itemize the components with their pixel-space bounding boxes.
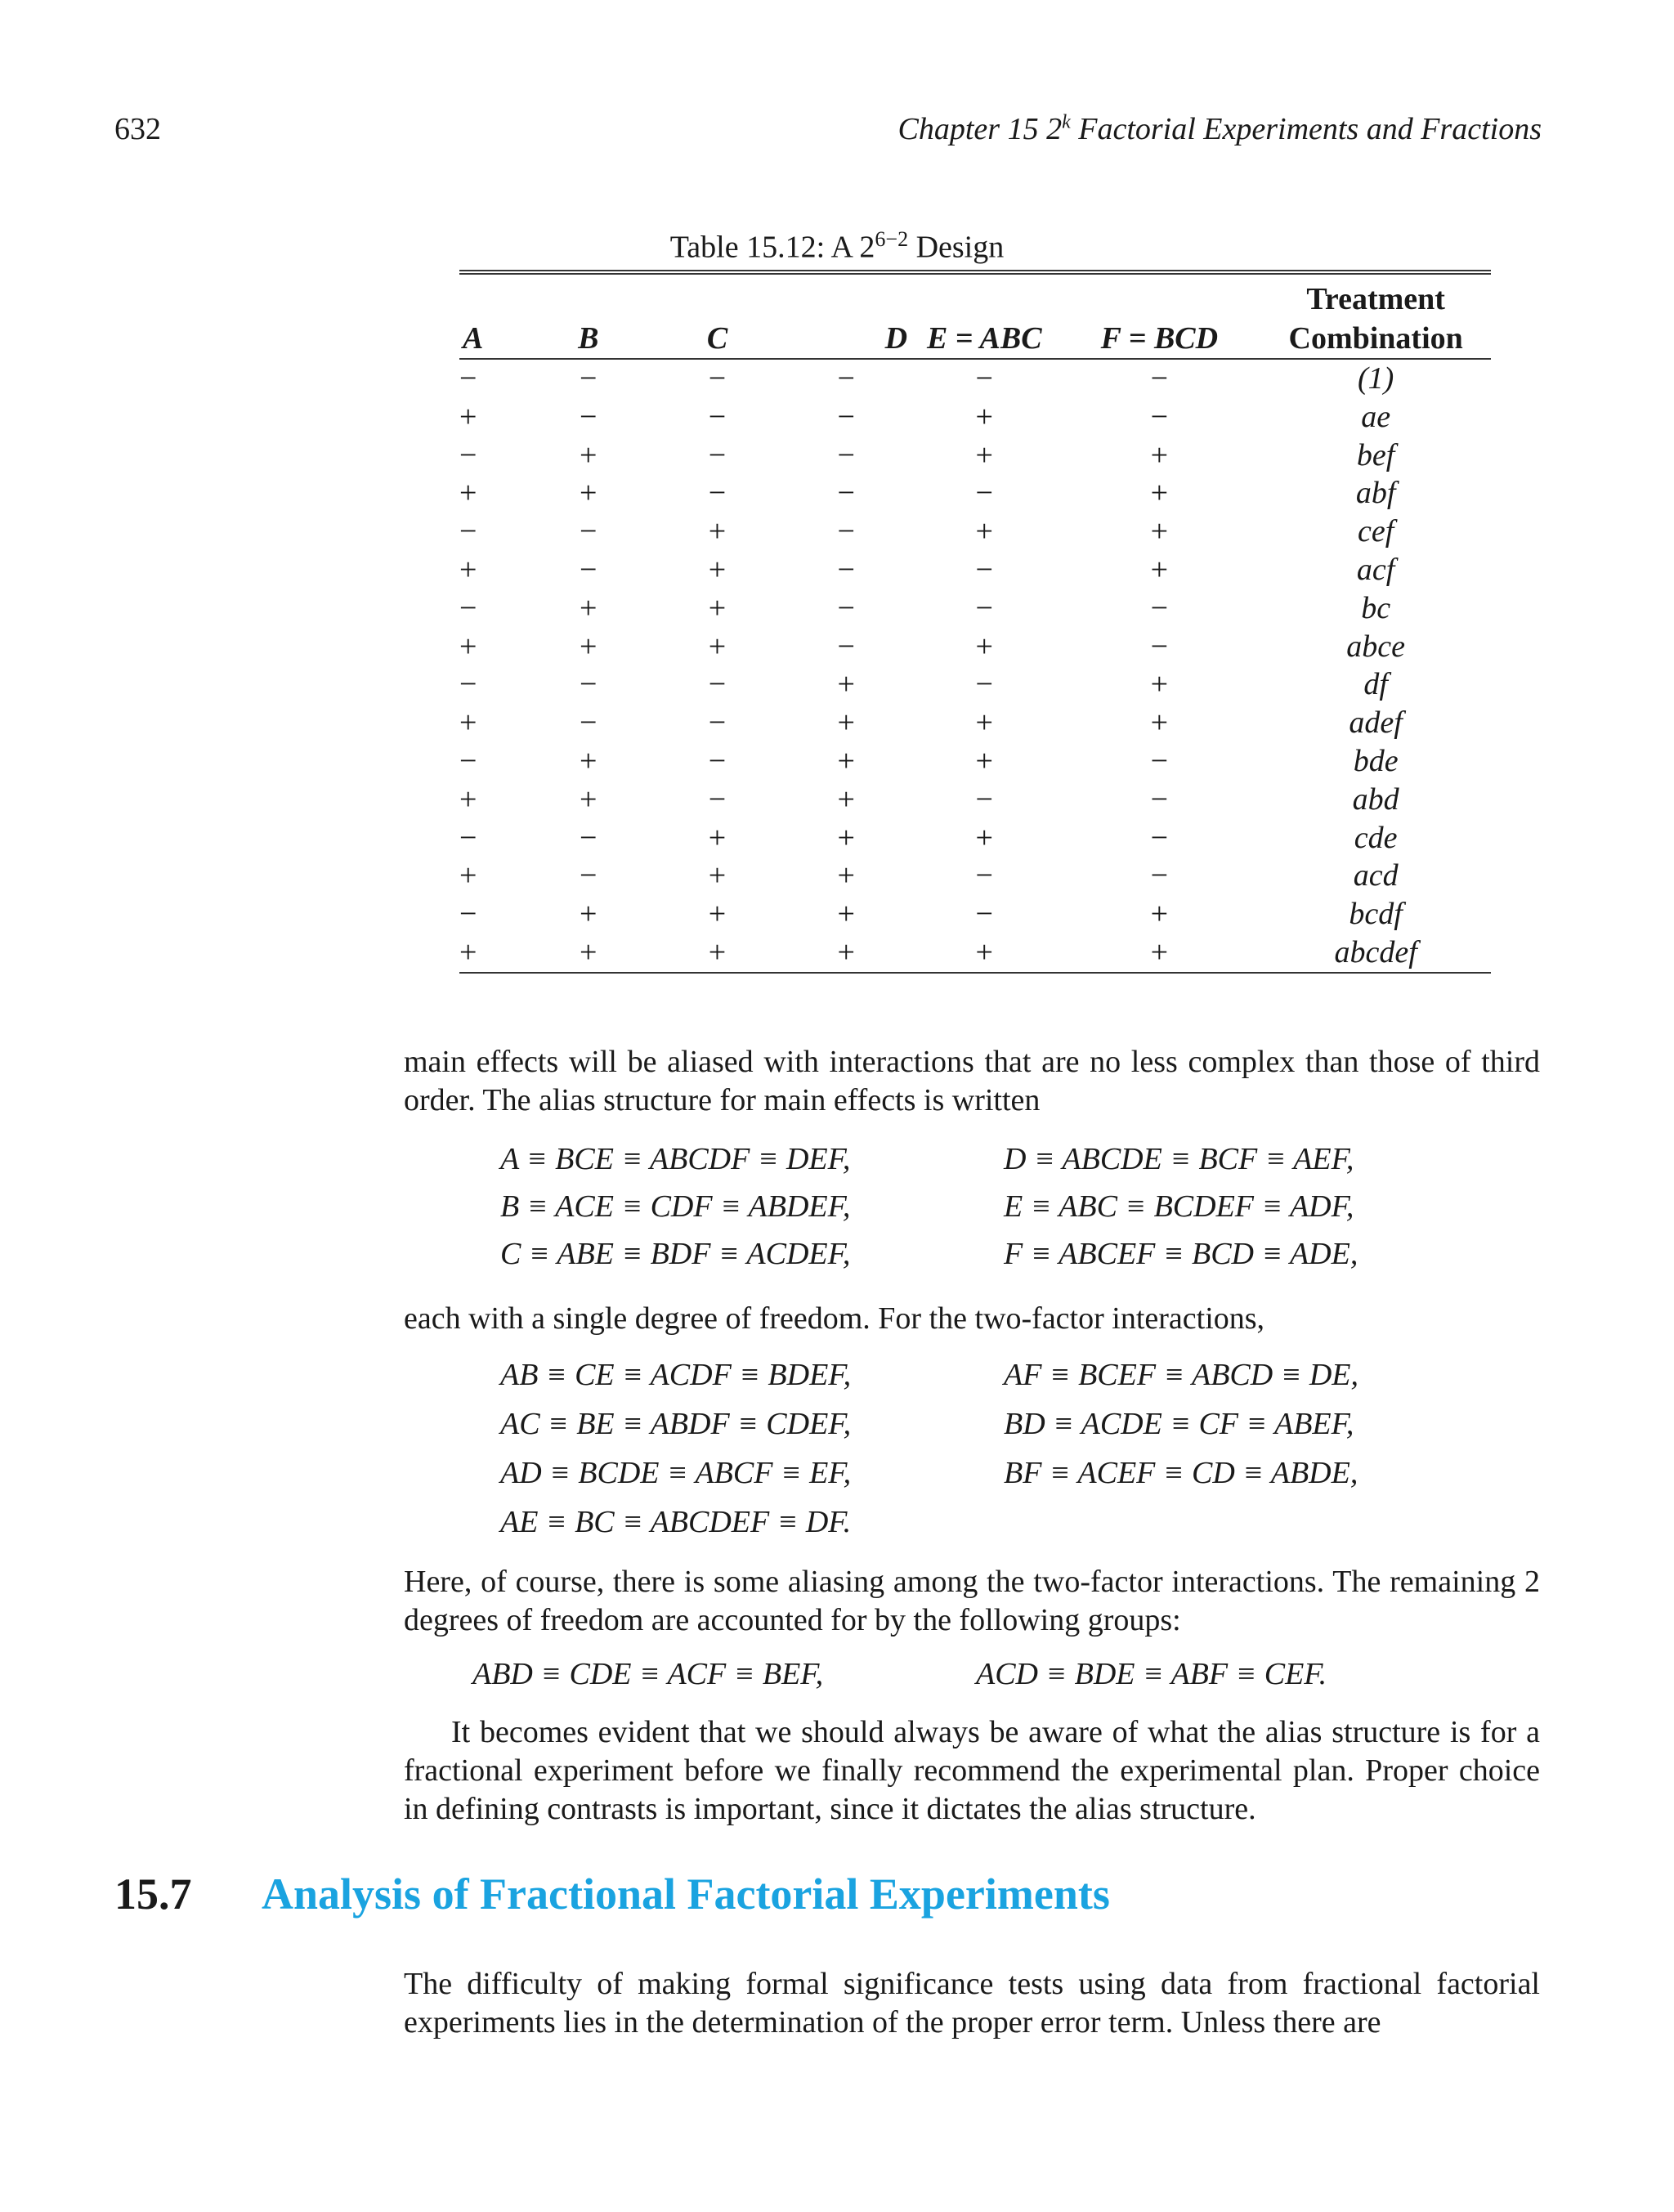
cell-f: + [1150,514,1169,549]
alias-main-left-2: B ≡ ACE ≡ CDF ≡ ABDEF, [500,1189,851,1224]
alias-main-left-3: C ≡ ABE ≡ BDF ≡ ACDEF, [500,1237,851,1271]
cell-e: − [975,667,993,702]
table-caption [0,227,1674,266]
cell-f: − [1150,629,1169,664]
treatment-header-line2: Combination [1260,319,1491,359]
table-row [459,359,1491,398]
table-row [459,474,1491,513]
cell-c: − [708,437,727,472]
cell-a: + [459,781,477,817]
cell-f: − [1150,743,1169,778]
cell-treatment: adef [1349,705,1403,741]
cell-b: − [580,858,598,893]
cell-treatment: acd [1353,858,1399,893]
cell-c: + [653,934,782,973]
table-row [459,704,1491,742]
header-b: B [524,319,653,359]
alias-main-right-1: D ≡ ABCDE ≡ BCF ≡ AEF, [1004,1142,1354,1176]
cell-e: − [975,897,993,932]
cell-e: − [975,590,993,625]
cell-c: − [708,476,727,511]
cell-c: − [708,361,727,396]
cell-e: + [975,820,993,855]
running-header-sup: k [1062,111,1071,133]
cell-a: − [459,820,477,855]
cell-d: − [837,552,855,587]
cell-e: + [911,934,1058,973]
cell-c: + [708,858,727,893]
cell-a: + [459,552,477,587]
cell-a: − [459,514,477,549]
cell-d: − [837,514,855,549]
cell-d: − [837,476,855,511]
cell-f: + [1150,667,1169,702]
cell-d: + [837,897,855,932]
cell-b: − [580,667,598,702]
cell-d: − [837,629,855,664]
cell-treatment: bef [1356,437,1395,472]
cell-e: − [975,552,993,587]
cell-e: + [975,629,993,664]
cell-e: − [975,781,993,817]
cell-f: − [1150,399,1169,434]
table-row [459,857,1491,895]
cell-c: − [708,667,727,702]
cell-c: + [708,514,727,549]
cell-d: + [781,934,911,973]
cell-f: + [1058,934,1260,973]
cell-f: − [1150,820,1169,855]
cell-b: + [580,897,598,932]
cell-d: + [837,820,855,855]
header-a: A [459,319,524,359]
alias-main-right-3: F ≡ ABCEF ≡ BCD ≡ ADE, [1004,1237,1358,1271]
cell-treatment: bcdf [1349,897,1403,932]
cell-treatment: abd [1352,781,1399,817]
design-table [459,270,1491,974]
header-d: D [781,319,911,359]
table-caption-sup: 6−2 [875,227,909,251]
cell-b: − [580,552,598,587]
table-row [459,665,1491,704]
alias-2f-right-3: BF ≡ ACEF ≡ CD ≡ ABDE, [1004,1456,1358,1490]
cell-e: − [975,476,993,511]
cell-f: + [1150,897,1169,932]
header-c: C [653,319,782,359]
cell-treatment: ae [1361,399,1391,434]
section-title: Analysis of Fractional Factorial Experiments [262,1869,1110,1919]
table-caption-prefix: Table 15.12: A 2 [669,230,875,265]
cell-b: + [580,590,598,625]
table-caption-suffix: Design [908,230,1005,265]
alias-group-2: ACD ≡ BDE ≡ ABF ≡ CEF. [976,1657,1327,1691]
cell-c: + [708,590,727,625]
cell-d: + [837,781,855,817]
cell-c: + [708,629,727,664]
cell-b: − [580,820,598,855]
cell-d: − [837,361,855,396]
cell-a: + [459,629,477,664]
table-row [459,551,1491,589]
alias-main-left-1: A ≡ BCE ≡ ABCDF ≡ DEF, [500,1142,851,1176]
cell-treatment: acf [1356,552,1395,587]
running-header [898,111,1542,147]
cell-b: − [580,705,598,741]
cell-e: − [975,361,993,396]
cell-a: − [459,361,477,396]
table-row [459,398,1491,437]
cell-f: − [1150,858,1169,893]
design-table-body [459,359,1491,973]
cell-a: + [459,399,477,434]
cell-f: − [1150,361,1169,396]
cell-e: + [975,743,993,778]
cell-d: + [837,858,855,893]
section-number: 15.7 [114,1869,192,1919]
alias-2f-left-3: AD ≡ BCDE ≡ ABCF ≡ EF, [500,1456,852,1490]
cell-a: − [459,667,477,702]
paragraph-remaining-dof: Here, of course, there is some aliasing among the two-factor interactions. The remaining 2 degrees of freedom are accounted for by the following groups: [404,1565,1540,1637]
cell-f: + [1150,705,1169,741]
cell-d: − [837,590,855,625]
cell-treatment: cde [1354,820,1398,855]
cell-f: + [1150,476,1169,511]
cell-b: + [580,437,598,472]
header-f: F = BCD [1058,319,1260,359]
cell-c: + [708,820,727,855]
running-header-suffix: Factorial Experiments and Fractions [1070,112,1542,146]
cell-a: − [459,590,477,625]
cell-d: − [837,437,855,472]
cell-b: + [580,629,598,664]
cell-b: + [580,476,598,511]
cell-treatment: abce [1346,629,1406,664]
alias-2f-left-2: AC ≡ BE ≡ ABDF ≡ CDEF, [500,1407,852,1441]
cell-e: − [975,858,993,893]
cell-c: + [708,897,727,932]
alias-2f-right-2: BD ≡ ACDE ≡ CF ≡ ABEF, [1004,1407,1354,1441]
cell-b: + [524,934,653,973]
cell-a: + [459,858,477,893]
treatment-header-line1: Treatment [1260,272,1491,319]
table-row [459,934,1491,973]
cell-treatment: cef [1358,514,1394,549]
alias-main-right-2: E ≡ ABC ≡ BCDEF ≡ ADF, [1004,1189,1354,1224]
cell-c: − [708,743,727,778]
paragraph-main-effects-intro: main effects will be aliased with interactions that are no less complex than those of third order. The alias structure for main effects is written [404,1045,1540,1117]
cell-treatment: bde [1353,743,1399,778]
cell-treatment: (1) [1357,361,1394,396]
cell-c: − [708,781,727,817]
cell-a: − [459,743,477,778]
alias-2f-right-1: AF ≡ BCEF ≡ ABCD ≡ DE, [1004,1358,1359,1392]
cell-treatment: abf [1355,476,1396,511]
cell-a: − [459,897,477,932]
cell-b: − [580,514,598,549]
paragraph-analysis-intro: The difficulty of making formal significance tests using data from fractional factorial experiments lies in the determination of the proper error term. Unless there are [404,1967,1540,2040]
cell-a: + [459,934,524,973]
cell-d: − [837,399,855,434]
cell-f: + [1150,437,1169,472]
cell-e: + [975,437,993,472]
cell-b: + [580,743,598,778]
cell-e: + [975,705,993,741]
table-row [459,781,1491,819]
page-number: 632 [114,112,161,146]
alias-2f-left-1: AB ≡ CE ≡ ACDF ≡ BDEF, [500,1358,852,1392]
cell-treatment: df [1363,667,1388,702]
cell-d: + [837,667,855,702]
cell-d: + [837,705,855,741]
alias-2f-left-4: AE ≡ BC ≡ ABCDEF ≡ DF. [500,1505,852,1539]
table-row [459,742,1491,781]
cell-a: + [459,476,477,511]
cell-e: + [975,399,993,434]
cell-treatment: bc [1361,590,1391,625]
table-row [459,589,1491,628]
running-header-prefix: Chapter 15 2 [897,112,1063,146]
cell-a: − [459,437,477,472]
table-row [459,513,1491,551]
cell-c: − [708,705,727,741]
table-row [459,895,1491,934]
table-row [459,437,1491,475]
paragraph-alias-awareness: It becomes evident that we should always be aware of what the alias structure is for a fractional experiment before we finally recommend the experimental plan. Proper choice in defining contrasts is important, since it dictates the alias structure. [404,1715,1540,1826]
paragraph-two-factor-intro: each with a single degree of freedom. For the two-factor interactions, [404,1301,1265,1336]
alias-group-1: ABD ≡ CDE ≡ ACF ≡ BEF, [472,1657,824,1691]
header-e: E = ABC [911,319,1058,359]
cell-f: − [1150,590,1169,625]
cell-a: + [459,705,477,741]
cell-c: + [708,552,727,587]
cell-c: − [708,399,727,434]
cell-b: + [580,781,598,817]
cell-f: − [1150,781,1169,817]
cell-d: + [837,743,855,778]
cell-e: + [975,514,993,549]
table-row [459,819,1491,857]
cell-b: − [580,399,598,434]
table-row [459,628,1491,666]
cell-treatment: abcdef [1260,934,1491,973]
cell-f: + [1150,552,1169,587]
cell-b: − [580,361,598,396]
